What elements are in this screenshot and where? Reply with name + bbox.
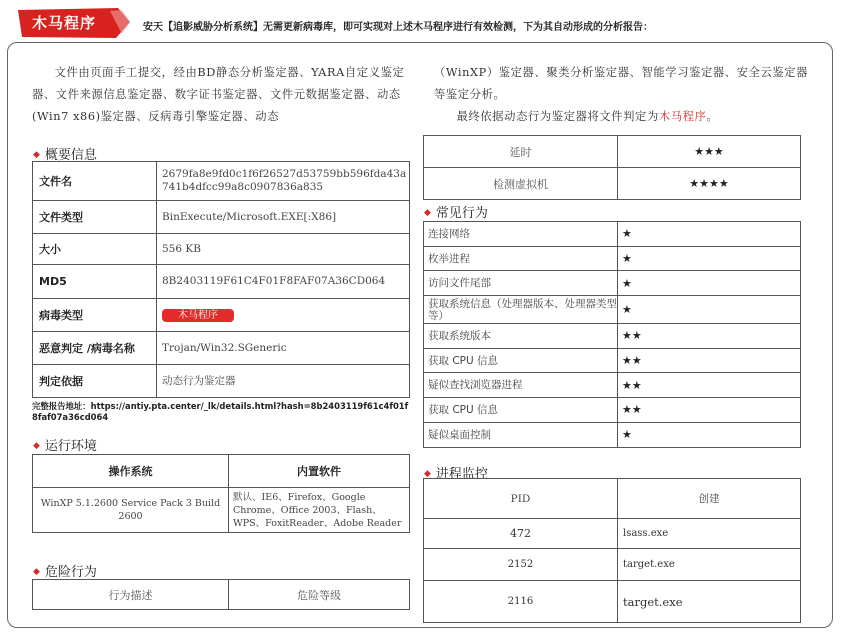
common-behavior-table [423, 221, 801, 448]
danger-title-text: 危险行为 [44, 565, 97, 580]
risk-name: 检测虚拟机 [424, 168, 618, 200]
header-behavior-desc: 行为描述 [33, 580, 229, 610]
behavior-stars: ★ [618, 271, 801, 296]
behavior-name: 获取系统信息（处理器版本、处理器类型等） [424, 296, 618, 324]
process-name: lsass.exe [618, 519, 801, 549]
table-row [33, 201, 410, 234]
table-row [33, 488, 410, 533]
table-row [424, 398, 801, 423]
value-software: 默认、IE6、Firefox、Google Chrome、Office 2003、Flash、WPS、FoxitReader、Adobe Reader [229, 488, 410, 533]
behavior-stars: ★ [618, 246, 801, 271]
virus-type-badge: 木马程序 [162, 309, 234, 322]
value-filetype: BinExecute/Microsoft.EXE[:X86] [157, 201, 410, 234]
process-name: target.exe [618, 549, 801, 581]
behavior-name: 连接网络 [424, 222, 618, 247]
conclusion-verdict: 木马程序 [658, 110, 707, 123]
behavior-name: 访问文件尾部 [424, 271, 618, 296]
environment-table [32, 454, 410, 533]
behavior-stars: ★ [618, 222, 801, 247]
behavior-name: 疑似桌面控制 [424, 422, 618, 447]
process-pid: 472 [424, 519, 618, 549]
diamond-icon: ◆ [33, 150, 40, 160]
table-header-row [424, 479, 801, 519]
table-header-row [33, 580, 410, 610]
label-md5: MD5 [33, 265, 157, 299]
danger-section-title [33, 561, 97, 580]
behavior-name: 疑似查找浏览器进程 [424, 373, 618, 398]
table-row [33, 299, 410, 332]
behavior-stars: ★ [618, 296, 801, 324]
environment-title-text: 运行环境 [44, 439, 97, 454]
header-os: 操作系统 [33, 455, 229, 488]
table-row [424, 519, 801, 549]
table-row [33, 162, 410, 201]
table-row [424, 222, 801, 247]
behavior-stars: ★★ [618, 324, 801, 349]
process-table [423, 478, 801, 623]
label-size: 大小 [33, 234, 157, 265]
table-row [424, 373, 801, 398]
value-filename: 2679fa8e9fd0c1f6f26527d53759bb596fda43a741b4dfcc99a8c0907836a835 [157, 162, 410, 201]
value-size: 556 KB [157, 234, 410, 265]
risk-stars: ★★★ [618, 136, 801, 168]
label-malicious-name: 恶意判定 /病毒名称 [33, 332, 157, 365]
behavior-stars: ★ [618, 422, 801, 447]
table-row [33, 332, 410, 365]
table-row [424, 422, 801, 447]
full-report-link[interactable] [32, 401, 412, 423]
table-row [424, 296, 801, 324]
behavior-name: 获取 CPU 信息 [424, 398, 618, 423]
diamond-icon: ◆ [33, 441, 40, 451]
summary-paragraph-right [434, 62, 818, 128]
overview-title-text: 概要信息 [44, 148, 97, 163]
report-link-url[interactable]: https://antiy.pta.center/_lk/details.html?hash=8b2403119f61c4f01f8faf07a36cd064 [32, 401, 409, 422]
category-tag [18, 8, 130, 38]
table-row [424, 549, 801, 581]
table-row [424, 271, 801, 296]
value-os: WinXP 5.1.2600 Service Pack 3 Build 2600 [33, 488, 229, 533]
table-row [424, 136, 801, 168]
environment-section-title [33, 435, 97, 454]
table-row [424, 168, 801, 200]
header-pid: PID [424, 479, 618, 519]
table-row [33, 265, 410, 299]
conclusion-prefix: 最终依据动态行为鉴定器将文件判定为 [456, 110, 659, 123]
header-software: 内置软件 [229, 455, 410, 488]
value-md5: 8B2403119F61C4F01F8FAF07A36CD064 [157, 265, 410, 299]
overview-table [32, 161, 410, 398]
category-tag-label: 木马程序 [32, 14, 97, 32]
common-title-text: 常见行为 [435, 206, 488, 221]
value-basis: 动态行为鉴定器 [157, 365, 410, 398]
label-basis: 判定依据 [33, 365, 157, 398]
behavior-name: 获取 CPU 信息 [424, 348, 618, 373]
process-name: target.exe [618, 581, 801, 623]
risk-table [423, 135, 801, 200]
process-pid: 2116 [424, 581, 618, 623]
table-row [424, 348, 801, 373]
behavior-stars: ★★ [618, 348, 801, 373]
table-header-row [33, 455, 410, 488]
header-created: 创建 [618, 479, 801, 519]
report-link-label: 完整报告地址： [32, 401, 91, 411]
risk-name: 延时 [424, 136, 618, 168]
diamond-icon: ◆ [33, 567, 40, 577]
table-row [33, 234, 410, 265]
value-virus-type [157, 299, 410, 332]
header-danger-level: 危险等级 [229, 580, 410, 610]
label-filetype: 文件类型 [33, 201, 157, 234]
summary-paragraph-left: 文件由页面手工提交，经由BD静态分析鉴定器、YARA自定义鉴定器、文件来源信息鉴定器、数字证书鉴定器、文件元数据鉴定器、动态(Win7 x86)鉴定器、反病毒引擎鉴定器、动态 [32, 66, 405, 123]
table-row [424, 246, 801, 271]
behavior-name: 获取系统版本 [424, 324, 618, 349]
conclusion-line [434, 106, 818, 128]
value-malicious-name: Trojan/Win32.SGeneric [157, 332, 410, 365]
table-row [33, 365, 410, 398]
table-row [424, 324, 801, 349]
common-section-title [424, 202, 488, 221]
intro-text: 安天【追影威胁分析系统】无需更新病毒库，即可实现对上述木马程序进行有效检测，下为其自动形成的分析报告： [143, 22, 653, 33]
diamond-icon: ◆ [424, 469, 431, 479]
conclusion-suffix: 。 [706, 110, 719, 123]
table-row [424, 581, 801, 623]
behavior-stars: ★★ [618, 373, 801, 398]
diamond-icon: ◆ [424, 208, 431, 218]
label-virus-type: 病毒类型 [33, 299, 157, 332]
behavior-name: 枚举进程 [424, 246, 618, 271]
process-pid: 2152 [424, 549, 618, 581]
risk-stars: ★★★★ [618, 168, 801, 200]
danger-table [32, 579, 410, 610]
label-filename: 文件名 [33, 162, 157, 201]
process-title-text: 进程监控 [435, 467, 488, 482]
summary-paragraph-right-text: （WinXP）鉴定器、聚类分析鉴定器、智能学习鉴定器、安全云鉴定器等鉴定分析。 [434, 66, 809, 101]
behavior-stars: ★★ [618, 398, 801, 423]
